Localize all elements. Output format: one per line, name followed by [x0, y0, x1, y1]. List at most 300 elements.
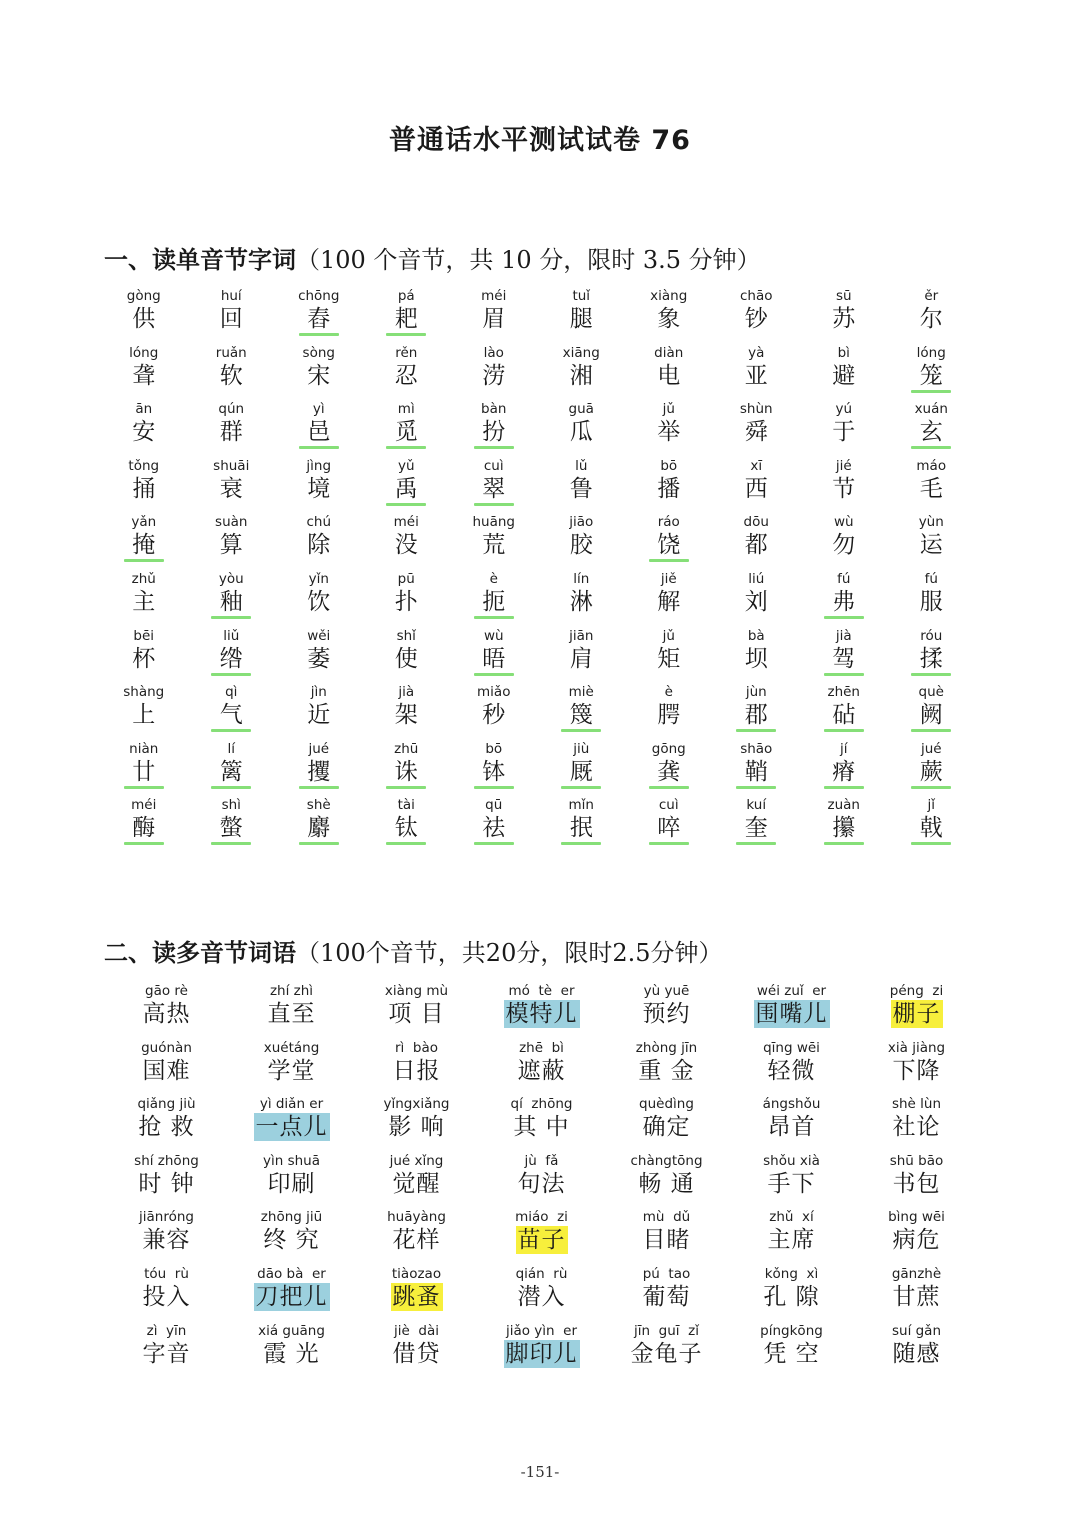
char-cell: [625, 345, 713, 402]
hanzi-char: 湘: [569, 362, 593, 389]
hanzi-char: 涝: [482, 362, 506, 389]
hanzi-char: 饶: [657, 532, 681, 559]
word-text: 国难: [142, 1057, 191, 1084]
green-underline: [474, 446, 514, 449]
word-cell: [479, 1153, 604, 1210]
word-text: 潜入: [517, 1283, 566, 1310]
hanzi-char: 耙: [394, 306, 418, 332]
char-cell: [888, 684, 976, 741]
char-cell: [100, 684, 188, 741]
pinyin-label: wěi: [307, 627, 331, 644]
hanzi-char: 奎: [744, 815, 768, 842]
hanzi-char: 釉: [219, 588, 243, 615]
char-cell: [450, 684, 538, 741]
pinyin-label: è: [664, 684, 673, 701]
char-cell: [363, 401, 451, 458]
pinyin-label: bì: [837, 344, 850, 361]
pinyin-label: jùn: [745, 684, 767, 701]
hanzi-char: 舜: [744, 419, 768, 446]
char-cell: [363, 571, 451, 628]
hanzi-char: 篾: [569, 702, 593, 729]
pinyin-label: xiá guāng: [258, 1322, 325, 1339]
pinyin-label: yù yuē: [643, 983, 690, 999]
pinyin-label: jiù: [573, 740, 590, 757]
word-text: 随感: [892, 1340, 941, 1367]
hanzi-char: 鲁: [569, 475, 593, 502]
green-underline: [299, 446, 339, 449]
char-cell: [275, 345, 363, 402]
hanzi-char: 秒: [482, 702, 506, 729]
char-cell: [450, 345, 538, 402]
word-cell: [104, 1323, 229, 1380]
char-cell: [800, 628, 888, 685]
char-cell: [538, 571, 626, 628]
pinyin-label: zhǔ xí: [769, 1209, 814, 1226]
pinyin-label: liǔ: [223, 627, 240, 644]
green-underline: [561, 842, 601, 845]
pinyin-label: guónàn: [141, 1039, 192, 1056]
word-text: 直至: [267, 1001, 316, 1027]
char-cell: [888, 345, 976, 402]
word-text: 字音: [142, 1340, 191, 1367]
hanzi-char: 螫: [219, 815, 243, 842]
char-cell: [713, 458, 801, 515]
hanzi-char: 蕨: [919, 758, 943, 785]
pinyin-label: xiāng: [562, 344, 600, 361]
char-cell: [713, 684, 801, 741]
word-cell: [354, 1040, 479, 1097]
char-cell: [713, 345, 801, 402]
word-cell: [479, 1040, 604, 1097]
highlighted-word: 脚印儿: [505, 1340, 578, 1367]
pinyin-label: zhí zhì: [269, 983, 314, 999]
green-underline: [386, 333, 426, 336]
char-cell: [450, 628, 538, 685]
hanzi-char: 龚: [657, 758, 681, 785]
pinyin-label: jīn guī zǐ: [634, 1322, 699, 1339]
pinyin-label: tuǐ: [572, 288, 591, 304]
highlighted-word: 模特儿: [505, 1001, 578, 1027]
hanzi-char: 眉: [482, 306, 506, 332]
green-underline: [824, 842, 864, 845]
word-cell: [604, 1323, 729, 1380]
char-cell: [363, 741, 451, 798]
word-text: 终 究: [263, 1227, 320, 1254]
pinyin-label: róu: [920, 627, 943, 644]
hanzi-char: 架: [394, 702, 418, 729]
pinyin-label: tài: [397, 797, 415, 814]
char-cell: [188, 797, 276, 854]
green-underline: [824, 786, 864, 789]
word-text: 学堂: [267, 1057, 316, 1084]
pinyin-label: jìn: [310, 684, 327, 701]
hanzi-char: 阙: [919, 702, 943, 729]
pinyin-label: mǐn: [568, 797, 594, 814]
word-cell: [729, 1096, 854, 1153]
pinyin-label: ráo: [657, 514, 680, 531]
hanzi-char: 祛: [482, 815, 506, 842]
pinyin-label: fú: [837, 570, 851, 587]
hanzi-char: 近: [307, 702, 331, 729]
word-cell: [104, 1209, 229, 1266]
word-cell: [854, 983, 979, 1040]
word-text: 兼容: [142, 1227, 191, 1254]
hanzi-char: 群: [219, 419, 243, 446]
pinyin-label: jǔ: [662, 627, 675, 644]
char-cell: [800, 458, 888, 515]
char-cell: [888, 458, 976, 515]
pinyin-label: rěn: [395, 344, 418, 361]
highlighted-word: 棚子: [892, 1001, 941, 1027]
pinyin-label: tiàozao: [391, 1265, 442, 1282]
hanzi-char: 软: [219, 362, 243, 389]
green-underline: [911, 729, 951, 732]
hanzi-char: 砧: [832, 702, 856, 729]
green-underline: [386, 786, 426, 789]
char-cell: [538, 345, 626, 402]
word-text: 目睹: [642, 1227, 691, 1254]
green-underline: [386, 446, 426, 449]
hanzi-char: 杯: [132, 645, 156, 672]
char-cell: [275, 401, 363, 458]
word-text: 葡萄: [642, 1283, 691, 1310]
char-cell: [625, 401, 713, 458]
char-cell: [800, 571, 888, 628]
pinyin-label: pú tao: [642, 1265, 691, 1282]
green-underline: [124, 842, 164, 845]
pinyin-label: jué xǐng: [389, 1152, 444, 1169]
pinyin-label: yìn shuā: [262, 1152, 320, 1169]
pinyin-label: gōng: [651, 740, 686, 757]
char-cell: [625, 628, 713, 685]
pinyin-label: bō: [660, 457, 678, 474]
pinyin-label: jiān: [569, 627, 594, 644]
hanzi-char: 聋: [132, 362, 156, 389]
pinyin-label: jué: [308, 740, 330, 757]
pinyin-label: xuétáng: [263, 1039, 320, 1056]
pinyin-label: xī: [750, 457, 763, 474]
pinyin-label: qì: [225, 684, 238, 701]
pinyin-label: shāo: [740, 740, 773, 757]
pinyin-label: zhēn: [827, 684, 860, 701]
pinyin-label: pá: [397, 288, 415, 304]
pinyin-label: pū: [397, 570, 415, 587]
word-text: 投入: [142, 1283, 191, 1310]
pinyin-label: jiǎo yìn er: [505, 1322, 578, 1339]
pinyin-label: shì: [221, 797, 241, 814]
char-cell: [188, 288, 276, 345]
word-cell: [729, 1266, 854, 1323]
char-cell: [713, 401, 801, 458]
pinyin-label: jué: [920, 740, 942, 757]
green-underline: [736, 842, 776, 845]
green-underline: [386, 503, 426, 506]
hanzi-char: 扮: [482, 419, 506, 446]
char-cell: [800, 797, 888, 854]
pinyin-label: qiǎng jiù: [137, 1096, 196, 1113]
hanzi-char: 安: [132, 419, 156, 446]
word-cell: [854, 1096, 979, 1153]
word-text: 抢 救: [138, 1114, 195, 1141]
hanzi-char: 郡: [744, 702, 768, 729]
highlighted-word: 苗子: [517, 1227, 566, 1254]
word-text: 轻微: [767, 1057, 816, 1084]
char-cell: [275, 628, 363, 685]
pinyin-label: è: [489, 570, 498, 587]
char-cell: [538, 458, 626, 515]
pinyin-label: zhǔ: [131, 570, 156, 587]
hanzi-char: 刘: [744, 588, 768, 615]
hanzi-char: 象: [657, 306, 681, 332]
pinyin-label: shè lùn: [891, 1096, 942, 1113]
hanzi-char: 亚: [744, 362, 768, 389]
hanzi-char: 上: [132, 702, 156, 729]
char-cell: [888, 514, 976, 571]
word-cell: [229, 1096, 354, 1153]
pinyin-label: jià: [398, 684, 415, 701]
char-cell: [188, 571, 276, 628]
section2-note: （100个音节，共20分，限时2.5分钟）: [296, 939, 723, 967]
hanzi-char: 邑: [307, 419, 331, 446]
pinyin-label: yǔ: [397, 457, 415, 474]
green-underline: [911, 673, 951, 676]
pinyin-label: jǔ: [662, 401, 675, 418]
section1-note: （100 个音节，共 10 分，限时 3.5 分钟）: [296, 246, 761, 274]
hanzi-char: 舂: [307, 306, 331, 332]
char-cell: [713, 571, 801, 628]
hanzi-char: 弗: [832, 588, 856, 615]
pinyin-label: yǎn: [131, 514, 157, 531]
word-cell: [229, 1323, 354, 1380]
pinyin-label: miáo zi: [515, 1209, 568, 1226]
pinyin-label: jǐ: [927, 797, 935, 814]
pinyin-label: yú: [835, 401, 853, 418]
pinyin-label: jìng: [306, 457, 332, 474]
hanzi-char: 肩: [569, 645, 593, 672]
word-cell: [104, 983, 229, 1040]
char-cell: [625, 458, 713, 515]
hanzi-char: 腭: [657, 702, 681, 729]
word-cell: [354, 983, 479, 1040]
green-underline: [211, 729, 251, 732]
char-cell: [800, 514, 888, 571]
hanzi-char: 抿: [569, 815, 593, 842]
word-cell: [479, 1209, 604, 1266]
pinyin-label: mó tè er: [508, 983, 575, 999]
word-cell: [479, 1323, 604, 1380]
pinyin-label: chú: [306, 514, 332, 531]
char-cell: [888, 628, 976, 685]
word-text: 下降: [892, 1057, 941, 1084]
pinyin-label: sòng: [302, 344, 335, 361]
pinyin-label: dōu: [743, 514, 769, 531]
green-underline: [299, 786, 339, 789]
word-cell: [104, 1096, 229, 1153]
pinyin-label: jiānróng: [139, 1209, 194, 1226]
word-cell: [729, 1209, 854, 1266]
pinyin-label: yòu: [218, 570, 244, 587]
char-cell: [100, 458, 188, 515]
hanzi-char: 禹: [394, 475, 418, 502]
char-cell: [100, 288, 188, 345]
pinyin-label: zì yīn: [146, 1322, 187, 1339]
hanzi-char: 解: [657, 588, 681, 615]
char-cell: [450, 288, 538, 345]
pinyin-label: yǐngxiǎng: [383, 1096, 450, 1113]
word-text: 句法: [517, 1170, 566, 1197]
green-underline: [474, 616, 514, 619]
hanzi-char: 尔: [919, 306, 943, 332]
char-cell: [888, 571, 976, 628]
green-underline: [211, 616, 251, 619]
char-cell: [275, 797, 363, 854]
hanzi-char: 晤: [482, 645, 506, 672]
pinyin-label: xiàng mù: [384, 983, 449, 999]
pinyin-label: lǔ: [575, 457, 588, 474]
word-text: 书包: [892, 1170, 941, 1197]
pinyin-label: qí zhōng: [510, 1096, 573, 1113]
hanzi-char: 胶: [569, 532, 593, 559]
hanzi-char: 诛: [394, 758, 418, 785]
green-underline: [386, 842, 426, 845]
char-cell: [275, 684, 363, 741]
pinyin-label: jià: [835, 627, 852, 644]
hanzi-char: 扑: [394, 588, 418, 615]
hanzi-char: 西: [744, 475, 768, 502]
pinyin-label: píngkōng: [760, 1322, 823, 1339]
char-cell: [538, 401, 626, 458]
green-underline: [299, 842, 339, 845]
char-cell: [800, 741, 888, 798]
hanzi-char: 供: [132, 306, 156, 332]
word-cell: [229, 1266, 354, 1323]
char-cell: [188, 741, 276, 798]
hanzi-char: 厩: [569, 758, 593, 785]
green-underline: [824, 616, 864, 619]
word-cell: [104, 1266, 229, 1323]
hanzi-char: 廿: [132, 758, 156, 785]
green-underline: [649, 786, 689, 789]
pinyin-label: sū: [835, 288, 852, 304]
word-cell: [229, 1153, 354, 1210]
pinyin-label: zuàn: [827, 797, 860, 814]
pinyin-label: méi: [393, 514, 419, 531]
highlighted-word: 一点儿: [255, 1114, 328, 1141]
word-cell: [729, 1153, 854, 1210]
char-cell: [100, 628, 188, 685]
char-cell: [363, 797, 451, 854]
pinyin-label: lào: [483, 344, 504, 361]
word-text: 觉醒: [392, 1170, 441, 1197]
hanzi-char: 衰: [219, 475, 243, 502]
word-text: 预约: [642, 1001, 691, 1027]
pinyin-label: bìng wēi: [888, 1209, 945, 1226]
hanzi-char: 回: [219, 306, 243, 332]
green-underline: [736, 786, 776, 789]
hanzi-char: 忍: [394, 362, 418, 389]
hanzi-char: 服: [919, 588, 943, 615]
pinyin-label: péng zi: [889, 983, 944, 999]
word-cell: [229, 983, 354, 1040]
word-cell: [854, 1153, 979, 1210]
pinyin-label: miǎo: [477, 684, 511, 701]
word-text: 畅 通: [638, 1170, 695, 1197]
word-cell: [229, 1040, 354, 1097]
single-syllable-grid: [100, 288, 975, 854]
pinyin-label: ān: [135, 401, 153, 418]
hanzi-char: 钛: [394, 815, 418, 842]
pinyin-label: mì: [397, 401, 415, 418]
char-cell: [450, 458, 538, 515]
pinyin-label: shǒu xià: [763, 1152, 820, 1169]
green-underline: [911, 446, 951, 449]
pinyin-label: ruǎn: [215, 344, 247, 361]
hanzi-char: 苏: [832, 306, 856, 332]
hanzi-char: 主: [132, 588, 156, 615]
pinyin-label: shuāi: [213, 457, 250, 474]
pinyin-label: wù: [483, 627, 504, 644]
hanzi-char: 驾: [832, 645, 856, 672]
pinyin-label: gòng: [126, 288, 161, 304]
hanzi-char: 算: [219, 532, 243, 559]
char-cell: [100, 797, 188, 854]
char-cell: [363, 288, 451, 345]
char-cell: [888, 401, 976, 458]
char-cell: [538, 288, 626, 345]
hanzi-char: 扼: [482, 588, 506, 615]
green-underline: [211, 786, 251, 789]
hanzi-char: 运: [919, 532, 943, 559]
pinyin-label: jí: [839, 740, 848, 757]
word-text: 其 中: [513, 1114, 570, 1141]
hanzi-char: 境: [307, 475, 331, 502]
word-text: 印刷: [267, 1170, 316, 1197]
char-cell: [800, 401, 888, 458]
pinyin-label: bēi: [133, 627, 155, 644]
word-cell: [604, 983, 729, 1040]
char-cell: [625, 741, 713, 798]
pinyin-label: wéi zuǐ er: [756, 983, 827, 999]
pinyin-label: zhòng jīn: [635, 1039, 698, 1056]
pinyin-label: què: [918, 684, 944, 701]
pinyin-label: shǐ: [396, 627, 416, 644]
green-underline: [474, 842, 514, 845]
pinyin-label: kǒng xì: [764, 1265, 819, 1282]
pinyin-label: yùn: [918, 514, 944, 531]
green-underline: [911, 786, 951, 789]
word-cell: [729, 1040, 854, 1097]
word-cell: [479, 1266, 604, 1323]
word-cell: [354, 1153, 479, 1210]
char-cell: [538, 514, 626, 571]
pinyin-label: shè: [306, 797, 331, 814]
multi-syllable-grid: [104, 983, 979, 1379]
green-underline: [474, 673, 514, 676]
green-underline: [299, 333, 339, 336]
hanzi-char: 勿: [832, 532, 856, 559]
char-cell: [713, 797, 801, 854]
word-cell: [604, 1266, 729, 1323]
char-cell: [275, 514, 363, 571]
pinyin-label: ěr: [924, 288, 939, 304]
pinyin-label: lín: [573, 570, 590, 587]
char-cell: [625, 684, 713, 741]
word-cell: [729, 1323, 854, 1380]
page-number: -151-: [520, 1463, 560, 1481]
pinyin-label: shàng: [123, 684, 165, 701]
char-cell: [450, 571, 538, 628]
char-cell: [363, 628, 451, 685]
